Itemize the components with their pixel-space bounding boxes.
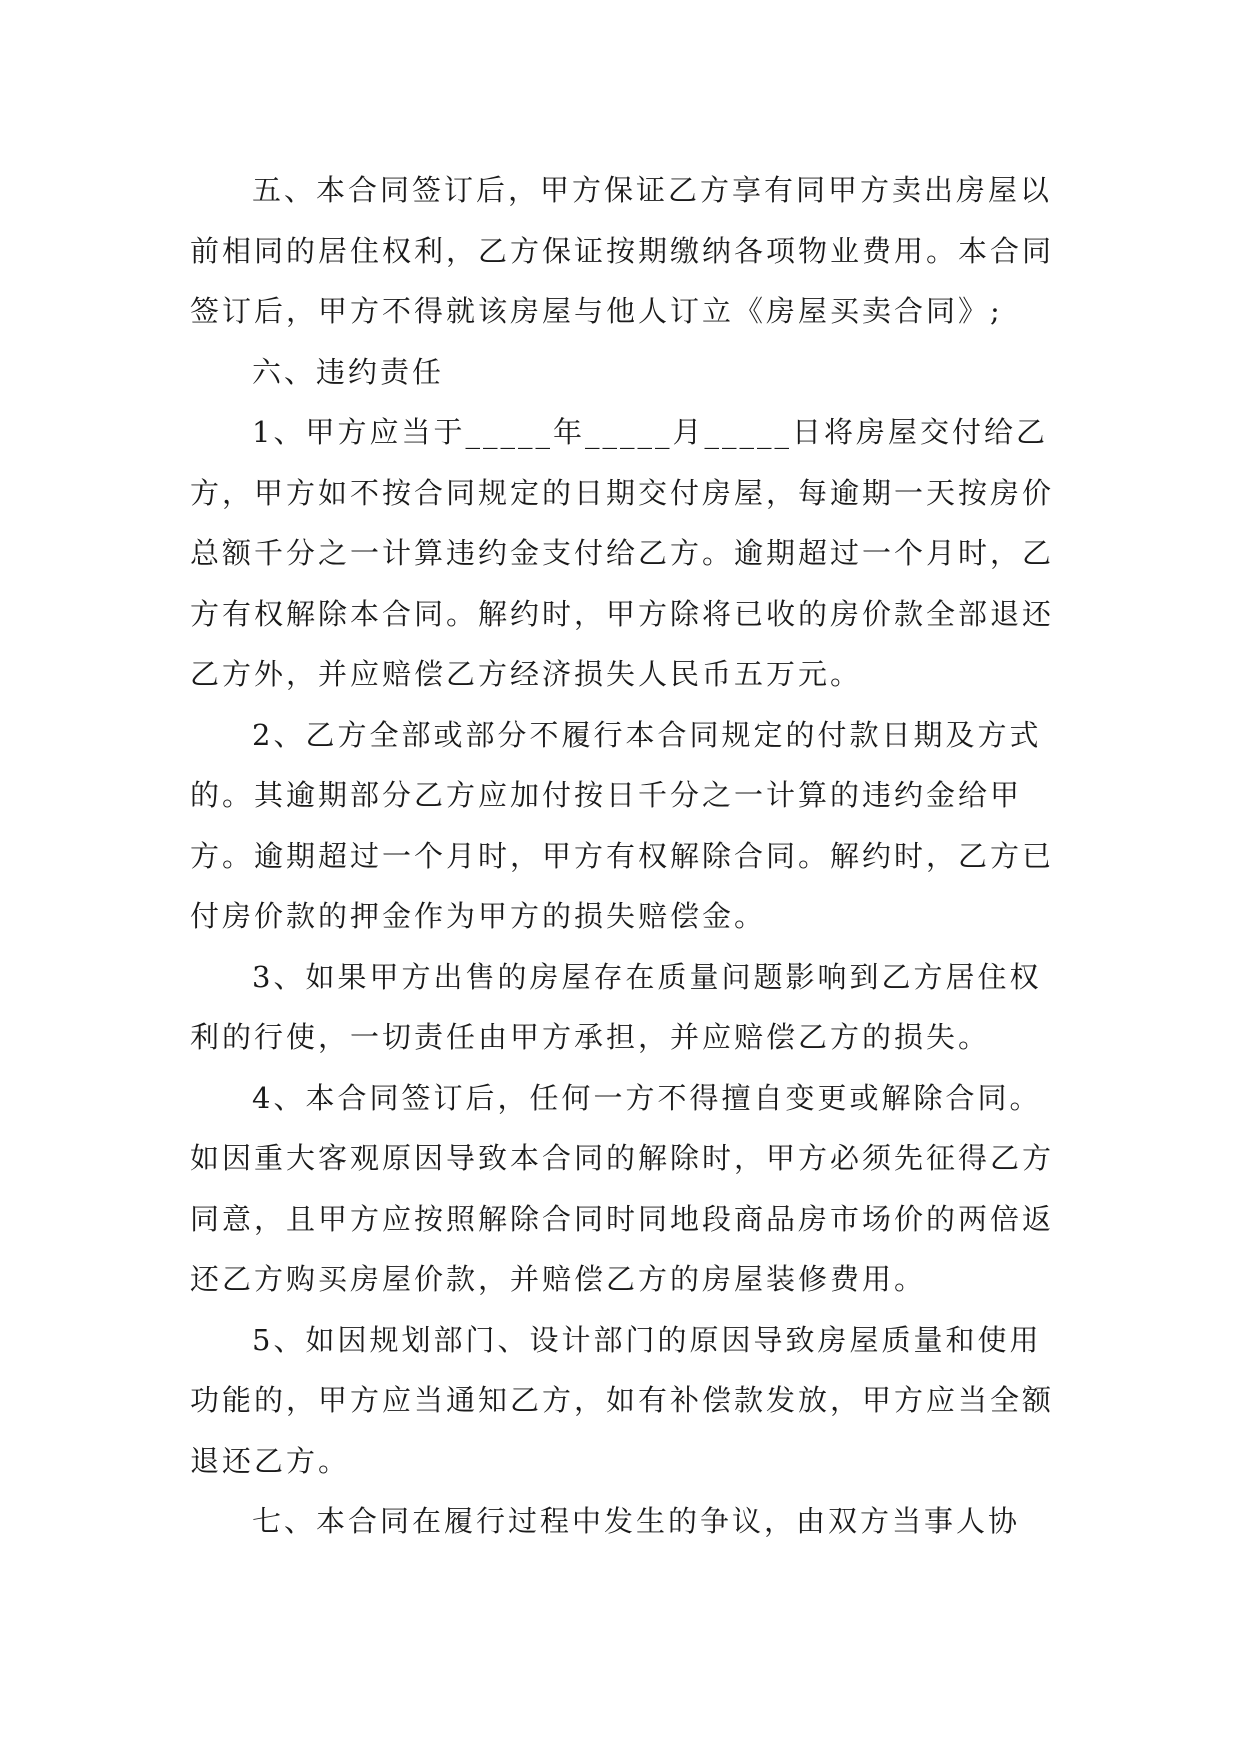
document-body <box>190 160 1060 1552</box>
paragraph-breach-1: 1、甲方应当于_____年_____月_____日将房屋交付给乙方，甲方如不按合同规定的日期交付房屋，每逾期一天按房价总额千分之一计算违约金支付给乙方。逾期超过一个月时，乙方有权解除本合同。解约时，甲方除将已收的房价款全部退还乙方外，并应赔偿乙方经济损失人民币五万元。 <box>190 415 1055 691</box>
paragraph-clause-7: 七、本合同在履行过程中发生的争议，由双方当事人协 <box>252 1504 1021 1538</box>
paragraph-breach-2: 2、乙方全部或部分不履行本合同规定的付款日期及方式的。其逾期部分乙方应加付按日千分之一计算的违约金给甲方。逾期超过一个月时，甲方有权解除合同。解约时，乙方已付房价款的押金作为甲方的损失赔偿金。 <box>190 717 1055 933</box>
paragraph-clause-5: 五、本合同签订后，甲方保证乙方享有同甲方卖出房屋以前相同的居住权利，乙方保证按期缴纳各项物业费用。本合同签订后，甲方不得就该房屋与他人订立《房屋买卖合同》; <box>190 173 1055 328</box>
paragraph-breach-3: 3、如果甲方出售的房屋存在质量问题影响到乙方居住权利的行使，一切责任由甲方承担，并应赔偿乙方的损失。 <box>190 959 1042 1054</box>
paragraph-breach-5: 5、如因规划部门、设计部门的原因导致房屋质量和使用功能的，甲方应当通知乙方，如有补偿款发放，甲方应当全额退还乙方。 <box>190 1322 1055 1478</box>
heading-breach-liability: 六、违约责任 <box>252 354 445 389</box>
paragraph-breach-4: 4、本合同签订后，任何一方不得擅自变更或解除合同。如因重大客观原因导致本合同的解除时，甲方必须先征得乙方同意，且甲方应按照解除合同时同地段商品房市场价的两倍返还乙方购买房屋价款，并赔偿乙方的房屋装修费用。 <box>190 1080 1055 1296</box>
